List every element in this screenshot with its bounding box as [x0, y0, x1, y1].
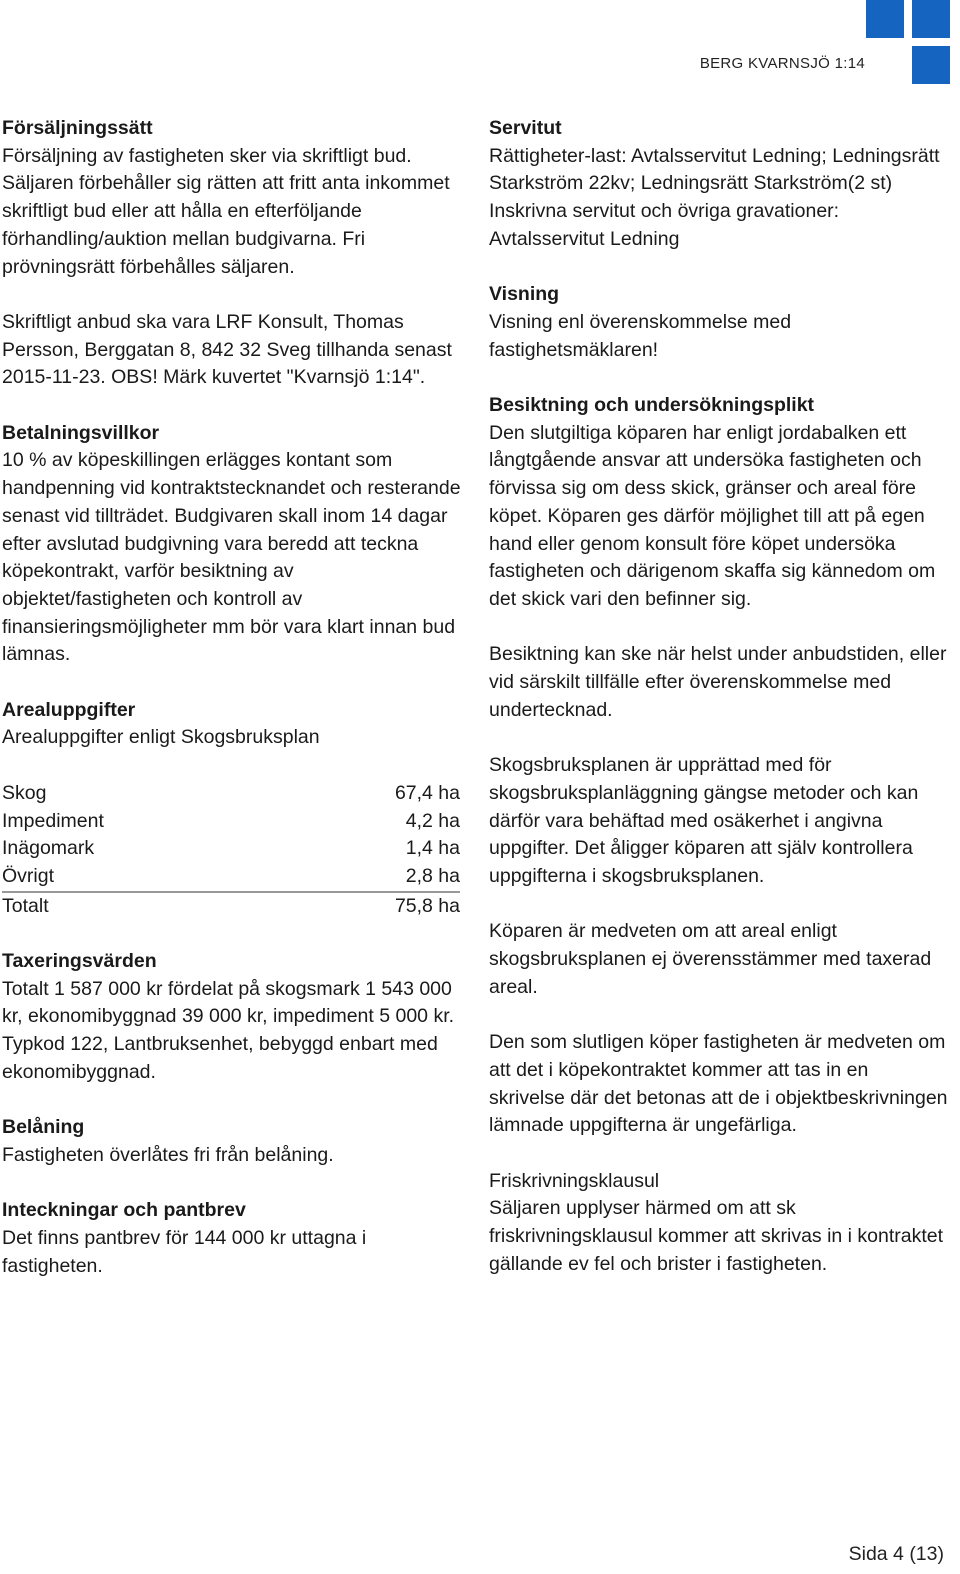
section-heading: Taxeringsvärden	[2, 950, 157, 973]
section-heading: Besiktning och undersökningsplikt	[489, 394, 815, 416]
section-visning	[489, 281, 949, 364]
paragraph: Säljaren upplyser härmed om att sk friskrivningsklausul kommer att skrivas in i kontraktet gällande ev fel och brister i fastigheten.	[489, 1197, 944, 1275]
area-value: 1,4 ha	[405, 837, 460, 860]
paragraph: Visning enl överenskommelse med fastighetsmäklaren!	[489, 310, 792, 361]
section-arealuppgifter	[2, 697, 462, 921]
paragraph: Besiktning kan ske när helst under anbudstiden, eller vid särskilt tillfälle efter överenskommelse med undertecknad.	[489, 643, 947, 721]
company-logo	[864, 0, 960, 90]
paragraph: Den som slutligen köper fastigheten är medveten om att det i köpekontraktet kommer att tas in en skrivelse där det betonas att de i objektbeskrivningen lämnade uppgifterna är ungefärliga.	[489, 1031, 948, 1137]
area-value: 67,4 ha	[394, 781, 460, 804]
area-value: 75,8 ha	[394, 894, 460, 917]
area-label: Impediment	[2, 809, 104, 832]
document-title: BERG KVARNSJÖ 1:14	[699, 55, 865, 72]
paragraph: Fastigheten överlåtes fri från belåning.	[2, 1143, 334, 1166]
paragraph: 10 % av köpeskillingen erlägges kontant som handpenning vid kontraktstecknandet och resterande senast vid tillträdet. Budgivaren skall inom 14 dagar efter avslutad budgivning vara beredd att teckna köpekontrakt, varför besiktning av objektet/fastigheten och kontroll av finansieringsmöjligheter mm bör vara klart innan bud lämnas.	[2, 449, 461, 666]
section-belaning	[2, 1114, 462, 1169]
paragraph: Försäljning av fastigheten sker via skriftligt bud. Säljaren förbehåller sig rätten att fritt anta inkommet skriftligt bud eller att hålla en efterföljande förhandling/auktion mellan budgivarna. Fri prövningsrätt förbehålles säljaren.	[2, 144, 450, 278]
area-label: Inägomark	[2, 837, 95, 860]
section-heading: Försäljningssätt	[2, 117, 153, 139]
section-heading: Servitut	[489, 117, 562, 139]
section-taxeringsvarden	[2, 948, 462, 1087]
section-heading: Inteckningar och pantbrev	[2, 1199, 246, 1222]
area-label: Skog	[2, 781, 47, 804]
section-besiktning	[489, 392, 949, 1140]
paragraph: Arealuppgifter enligt Skogsbruksplan	[2, 726, 320, 749]
paragraph: Köparen är medveten om att areal enligt skogsbruksplanen ej överensstämmer med taxerad areal.	[489, 920, 932, 998]
section-friskrivningsklausul	[489, 1168, 949, 1279]
paragraph: Rättigheter-last: Avtalsservitut Ledning; Ledningsrätt Starkström 22kv; Ledningsrätt Starkström(2 st)	[489, 144, 940, 195]
section-heading: Visning	[489, 283, 560, 306]
paragraph: Den slutgiltiga köparen har enligt jordabalken ett långtgående ansvar att undersöka fastigheten och förvissa sig om dess skick, gränser och areal före köpet. Köparen ges därför möjlighet till att på egen hand eller genom konsult före köpet undersöka fastigheten och därigenom skaffa sig kännedom om det skick vari den befinner sig.	[489, 421, 936, 610]
paragraph: Skogsbruksplanen är upprättad med för skogsbruksplanläggning gängse metoder och kan därför vara behäftad med osäkerhet i angivna uppgifter. Det åligger köparen att själv kontrollera uppgifterna i skogsbruksplanen.	[489, 754, 919, 887]
paragraph: Totalt 1 587 000 kr fördelat på skogsmark 1 543 000 kr, ekonomibyggnad 39 000 kr, impediment 5 000 kr. Typkod 122, Lantbruksenhet, bebyggd enbart med ekonomibyggnad.	[2, 977, 455, 1083]
area-value: 2,8 ha	[282, 863, 461, 892]
left-column	[2, 115, 462, 1308]
area-label: Totalt	[2, 894, 49, 917]
section-heading: Belåning	[2, 1116, 85, 1139]
section-forsaljningssatt	[2, 115, 462, 392]
page-number: Sida 4 (13)	[848, 1543, 944, 1565]
table-row	[2, 863, 460, 892]
area-value: 4,2 ha	[405, 809, 460, 832]
area-label: Övrigt	[2, 863, 282, 892]
paragraph: Inskrivna servitut och övriga gravationer: Avtalsservitut Ledning	[489, 200, 840, 250]
table-row-total	[2, 892, 460, 921]
section-subheading: Friskrivningsklausul	[489, 1169, 660, 1192]
section-betalningsvillkor	[2, 420, 462, 669]
section-inteckningar	[2, 1197, 462, 1280]
right-column	[489, 115, 949, 1306]
table-row	[2, 835, 460, 863]
area-table	[2, 780, 460, 921]
table-row	[2, 780, 460, 808]
table-row	[2, 808, 460, 836]
paragraph: Det finns pantbrev för 144 000 kr uttagna i fastigheten.	[2, 1227, 367, 1277]
section-servitut	[489, 115, 949, 254]
section-heading: Arealuppgifter	[2, 698, 136, 721]
paragraph: Skriftligt anbud ska vara LRF Konsult, Thomas Persson, Berggatan 8, 842 32 Sveg tillhanda senast 2015-11-23. OBS! Märk kuvertet "Kvarnsjö 1:14".	[2, 310, 452, 389]
section-heading: Betalningsvillkor	[2, 421, 160, 444]
